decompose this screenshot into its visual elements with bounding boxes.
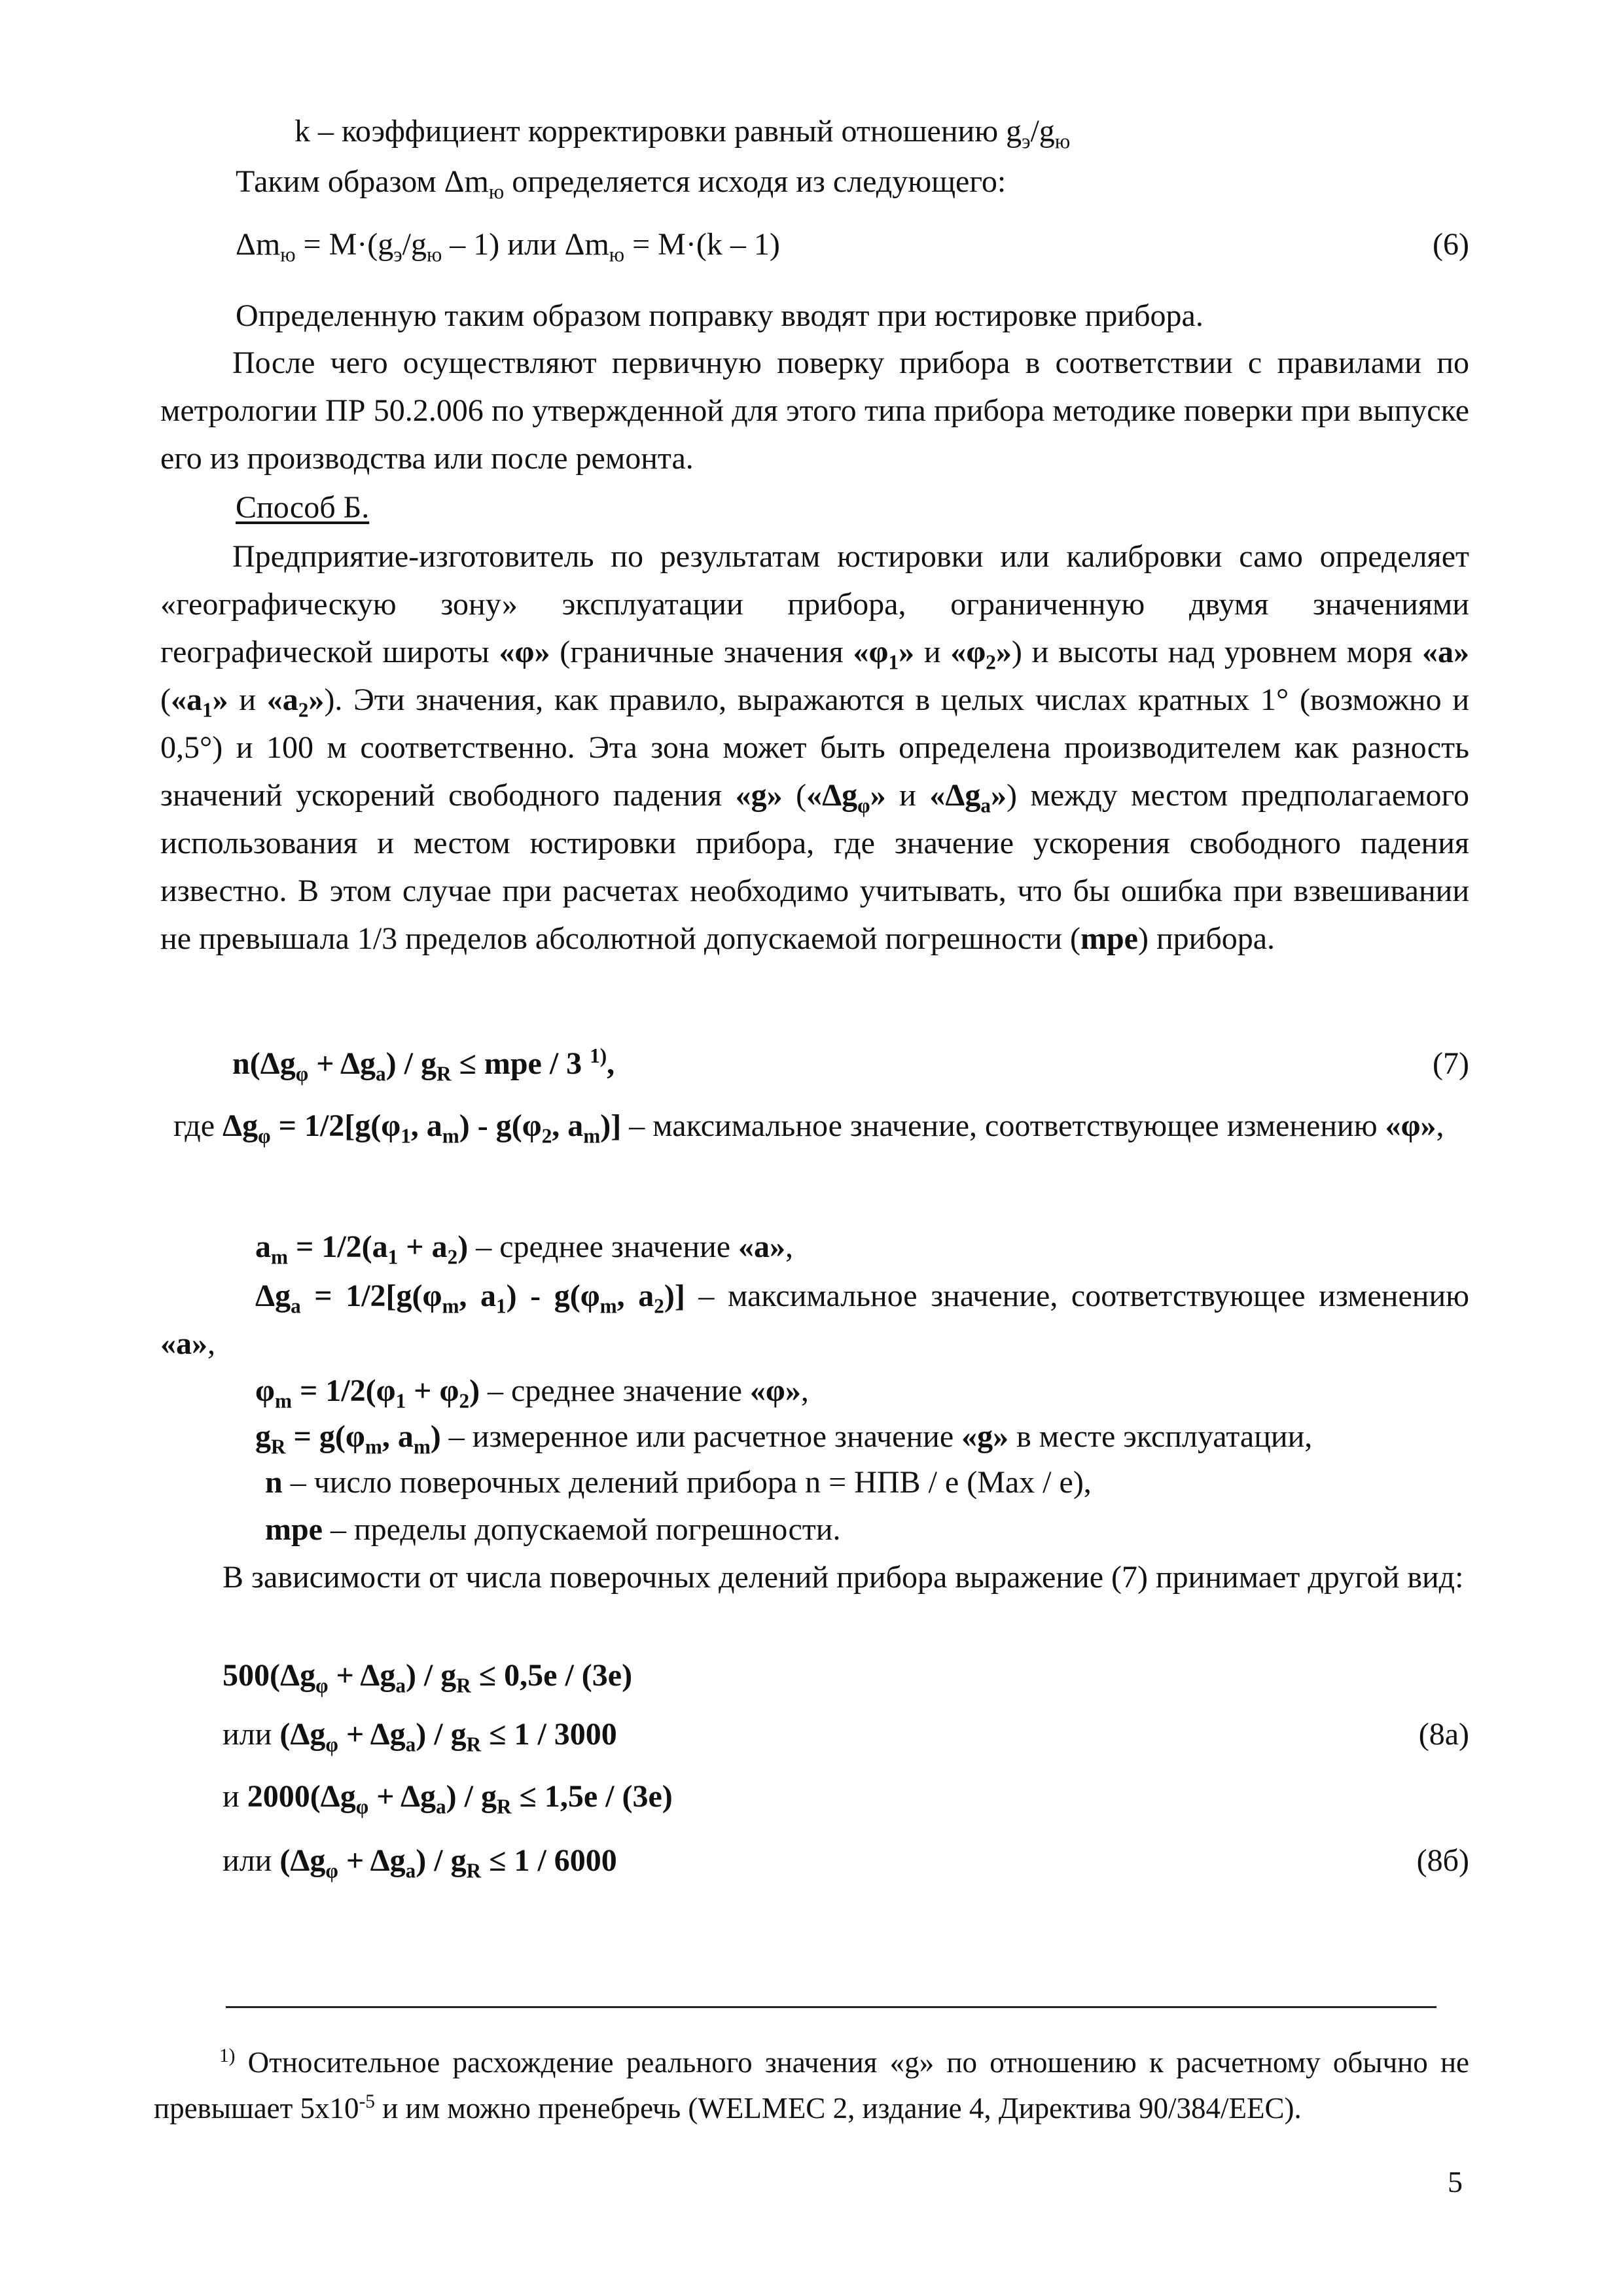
footnote-divider (226, 2006, 1436, 2008)
equation-7: $n(\Delta g_\varphi + \Delta g_a) / g_R$ ≤ mpe / 3 $^{1)}$, (232, 1044, 615, 1086)
dga-definition: $\Delta g_a = 1/2[g(\varphi_m$, $a_1) - g(\varphi_m$, $a_2$)] – максимальное значение, соответствующее изменению «a», (160, 1279, 1470, 1361)
equation-6: $\Delta m_ю = M\cdot(g_э/g_ю - 1)$ или $\Delta m_ю = M\cdot(k - 1)$ (236, 227, 780, 266)
where-dgphi: где $\Delta g_\varphi = 1/2[g(\varphi_1$, $a_m) - g(\varphi_2$, $a_m$)] – максимальное значение, соответствующее изменению «φ», (173, 1108, 1444, 1148)
method-b-heading: Способ Б. (236, 490, 370, 525)
depends-paragraph: В зависимости от числа поверочных делений прибора выражение (7) принимает другой вид: (223, 1560, 1464, 1595)
equation-8b-line-2: или $(\Delta g_\varphi + \Delta g_a) / g_R \le 1 / 6000$ (223, 1843, 617, 1882)
equation-8a-line-1: $500(\Delta g_\varphi + \Delta g_a) / g_R \le 0,5e / (3e)$ (223, 1658, 633, 1697)
phim-definition: $\varphi_m = 1/2(\varphi_1 + \varphi_2)$ – среднее значение «φ», (255, 1373, 809, 1413)
page-number: 5 (1448, 2165, 1463, 2199)
gr-definition: $g_R = g(\varphi_m$, $a_m$) – измеренное или расчетное значение «g» в месте эксплуатации, (255, 1419, 1313, 1458)
after-paragraph: После чего осуществляют первичную поверку прибора в соответствии с правилами по метрологии ПР 50.2.006 по утвержденной для этого типа прибора методике поверки при выпуске его из производства или после ремонта. (160, 345, 1469, 476)
correction-line: Определенную таким образом поправку вводят при юстировке прибора. (236, 298, 1204, 333)
equation-8a-line-2: или $(\Delta g_\varphi + \Delta g_a) / g_R \le 1 / 3000$ (223, 1717, 617, 1756)
mpe-definition: mpe – пределы допускаемой погрешности. (265, 1512, 841, 1547)
equation-7-number: (7) (1433, 1046, 1469, 1081)
n-definition: n – число поверочных делений прибора n = НПВ / e (Max / e), (265, 1465, 1092, 1500)
equation-8b-number: (8б) (1416, 1843, 1469, 1878)
equation-6-number: (6) (1433, 227, 1469, 262)
zone-paragraph: Предприятие-изготовитель по результатам юстировки или калибровки само определяет «географическую зону» эксплуатации прибора, ограниченную двумя значениями географической широты «φ» (граничные значения «$\varphi_1$» и «$\varphi_2$») и высоты над уровнем моря «а» («$а_1$» и «$а_2$»). Эти значения, как правило, выражаются в целых числах кратных 1° (возможно и 0,5°) и 100 м соответственно. Эта зона может быть определена производителем как разность значений ускорений свободного падения «g» («$\Delta g_\varphi$» и «$\Delta g_a$») между местом предполагаемого использования и местом юстировки прибора, где значение ускорения свободного падения известно. В этом случае при расчетах необходимо учитывать, что бы ошибка при взвешивании не превышала 1/3 пределов абсолютной допускаемой погрешности (mpe) прибора. (160, 539, 1470, 956)
am-definition: $a_m = 1/2(a_1 + a_2)$ – среднее значение «a», (255, 1229, 794, 1269)
equation-8a-number: (8а) (1418, 1717, 1469, 1752)
equation-8b-line-1: и $2000(\Delta g_\varphi + \Delta g_a) / g_R \le 1,5e / (3e)$ (223, 1779, 673, 1818)
footnote-text: $^{1)}$ Относительное расхождение реального значения «g» по отношению к расчетному обычно не превышает $5х10^{-5}$ и им можно пренебречь (WELMEC 2, издание 4, Директива 90/384/EEC). (154, 2045, 1469, 2125)
thus-line: Таким образом $\Delta m_ю$ определяется исходя из следующего: (236, 164, 1007, 203)
k-definition: k – коэффициент корректировки равный отношению $g_э/g_ю$ (294, 114, 1071, 153)
footnote-marker: 1) (219, 2045, 236, 2066)
